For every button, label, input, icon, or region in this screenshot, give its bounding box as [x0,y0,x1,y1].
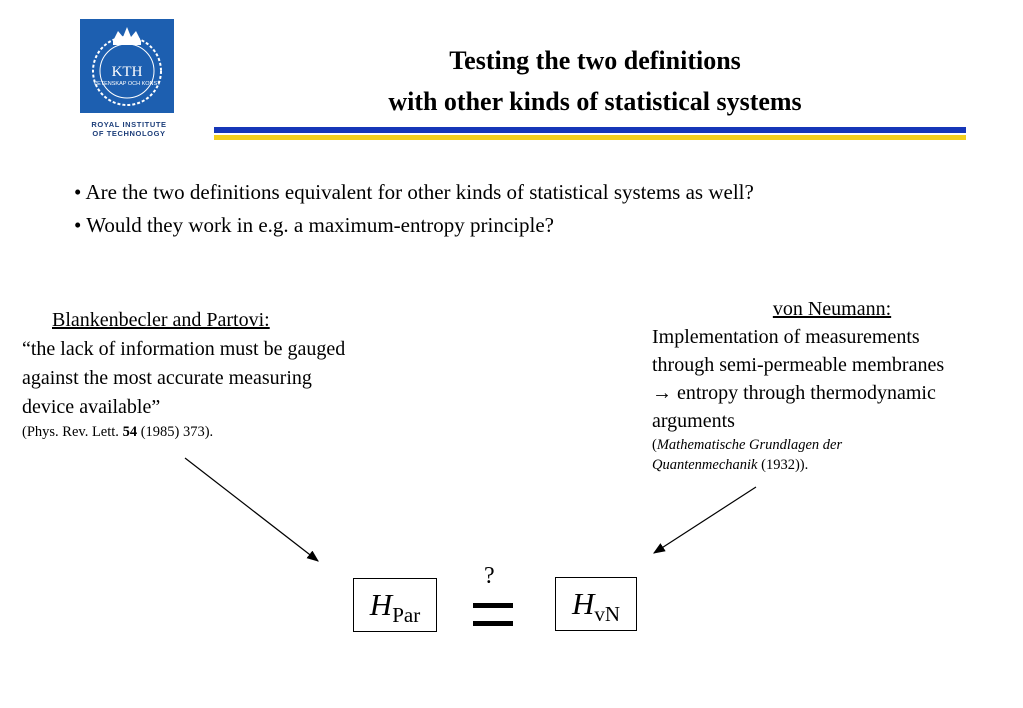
kth-crest-icon [80,19,174,113]
right-line-3-text: entropy through thermodynamic [677,382,936,404]
institution-name [74,120,184,138]
left-ref-prefix: (Phys. Rev. Lett. [22,424,123,440]
h-vn-box [555,577,637,631]
logo-subtext: VETENSKAP OCH KONST [93,81,161,87]
right-citation-block [652,295,1012,475]
right-line-3 [652,379,1012,407]
title-rule-yellow [214,135,966,140]
logo-text: KTH [111,64,143,80]
bullet-list [74,176,974,242]
left-citation-block [22,306,352,442]
left-ref-suffix: (1985) 373). [137,424,214,440]
institution-line-1: ROYAL INSTITUTE [91,120,167,129]
title-rule-blue [214,127,966,133]
right-heading: von Neumann: [772,298,892,320]
equals-bar-bottom [473,621,513,626]
right-ref-title-1: Mathematische Grundlagen der [656,437,843,453]
h-vn-symbol: H [571,586,595,621]
left-reference [22,422,352,442]
title-line-2: with other kinds of statistical systems [388,87,802,116]
right-ref-title-2: Quantenmechanik [652,457,758,473]
left-ref-volume: 54 [122,424,138,440]
slide-title [300,40,890,122]
right-line-1: Implementation of measurements [652,326,920,348]
bullet-item: • Would they work in e.g. a maximum-entropy principle? [74,209,974,242]
h-par-subscript: Par [392,602,421,627]
h-vn-subscript: vN [594,601,621,626]
equals-bar-top [473,603,513,608]
right-ref-open: ( [652,437,657,453]
right-reference [652,435,1012,475]
title-line-1: Testing the two definitions [449,46,741,75]
left-arrow [185,458,318,561]
right-line-2: through semi-permeable membranes [652,354,945,376]
left-quote: “the lack of information must be gauged against the most accurate measuring device available” [22,338,346,418]
right-line-4: arguments [652,410,735,432]
right-arrow-icon: → [652,382,672,404]
bullet-item: • Are the two definitions equivalent for other kinds of statistical systems as well? [74,176,974,209]
kth-logo [80,19,174,113]
institution-line-2: OF TECHNOLOGY [92,129,166,138]
h-par-box [353,578,437,632]
right-ref-close: (1932)). [757,457,809,473]
right-arrow [654,487,756,553]
left-heading: Blankenbecler and Partovi: [52,309,270,331]
question-mark: ? [484,563,495,589]
h-par-symbol: H [369,587,393,622]
